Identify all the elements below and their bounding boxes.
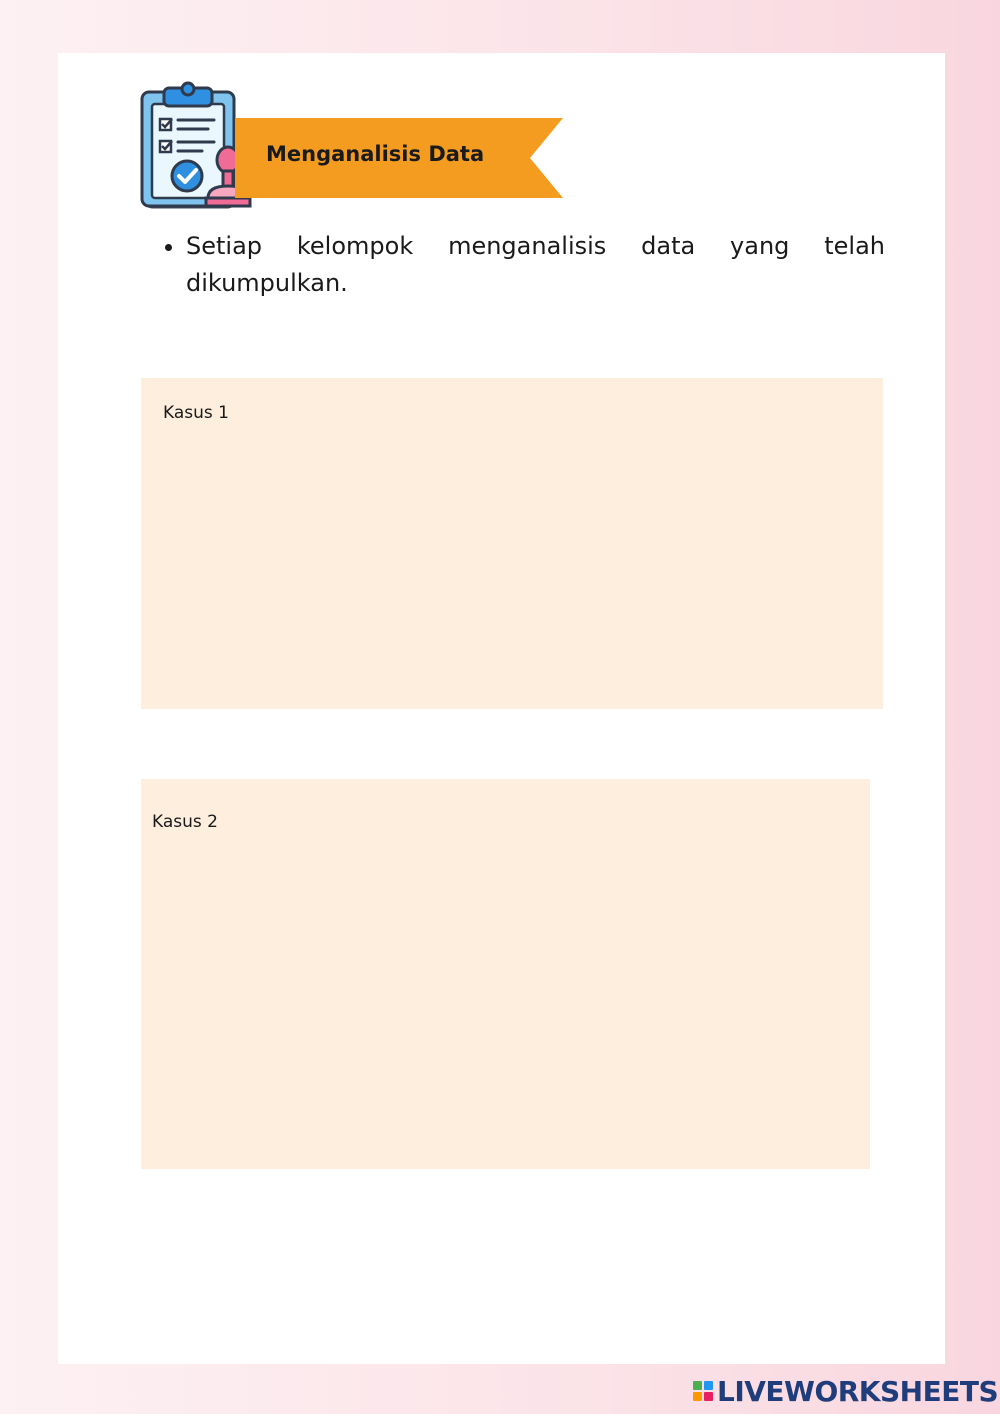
section-banner <box>235 116 565 200</box>
case-1-label: Kasus 1 <box>163 403 229 423</box>
instruction-item: • Setiap kelompok menganalisis data yang telah dikumpulkan. <box>186 228 885 302</box>
section-title: Menganalisis Data <box>266 142 485 166</box>
case-1-answer-box[interactable] <box>141 378 883 709</box>
liveworksheets-brand <box>693 1373 998 1409</box>
instruction-list <box>160 228 885 302</box>
liveworksheets-logo-icon <box>693 1381 713 1401</box>
case-2-label: Kasus 2 <box>152 812 218 832</box>
case-2-answer-box[interactable] <box>141 779 870 1169</box>
brand-name: LIVEWORKSHEETS <box>717 1374 999 1408</box>
